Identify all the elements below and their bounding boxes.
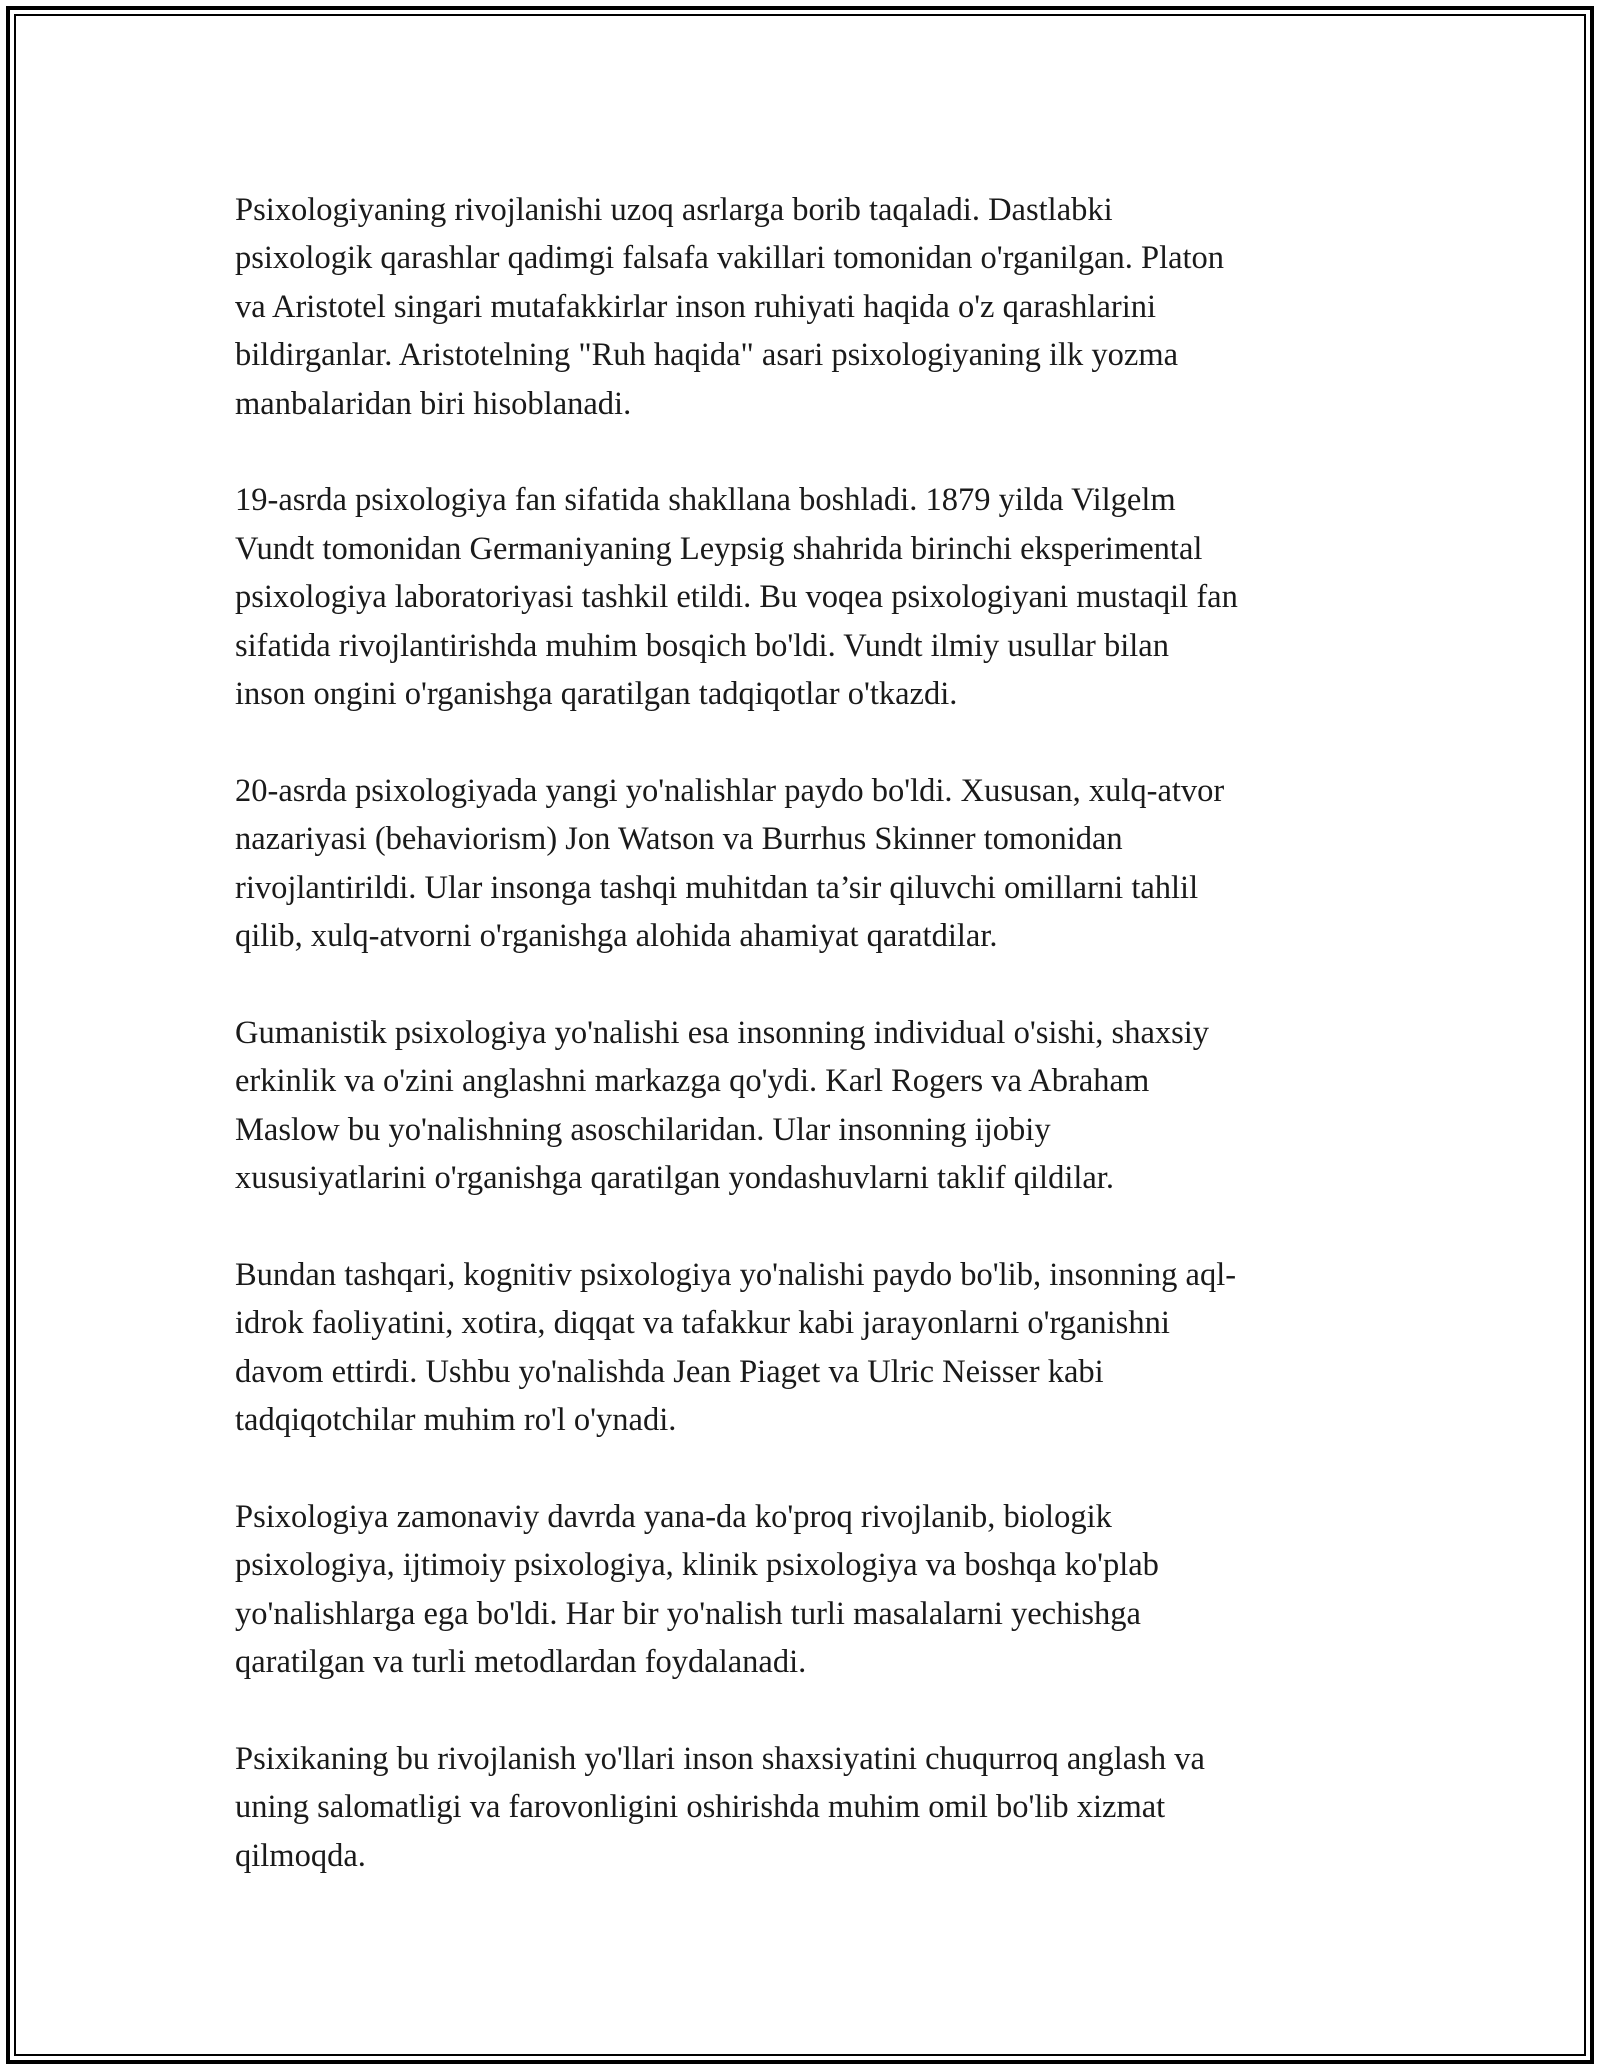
document-body — [235, 186, 1375, 1880]
paragraph-5: Bundan tashqari, kognitiv psixologiya yo'nalishi paydo bo'lib, insonning aql- idrok faoliyatini, xotira, diqqat va tafakkur kabi jarayonlarni o'rganishni davom ettirdi. Ushbu yo'nalishda Jean Piaget va Ulric Neisser kabi tadqiqotchilar muhim ro'l o'ynadi. — [235, 1256, 1237, 1439]
paragraph-1: Psixologiyaning rivojlanishi uzoq asrlarga borib taqaladi. Dastlabki psixologik qarashlar qadimgi falsafa vakillari tomonidan o'rganilgan. Platon va Aristotel singari mutafakkirlar inson ruhiyati haqida o'z qarashlarini bildirganlar. Aristotelning "Ruh haqida" asari psixologiyaning ilk yozma manbalaridan biri hisoblanadi. — [235, 192, 1225, 422]
paragraph-7: Psixikaning bu rivojlanish yo'llari inson shaxsiyatini chuqurroq anglash va uning salomatligi va farovonligini oshirishda muhim omil bo'lib xizmat qilmoqda. — [235, 1740, 1205, 1874]
paragraph-2: 19-asrda psixologiya fan sifatida shakllana boshladi. 1879 yilda Vilgelm Vundt tomonidan Germaniyaning Leypsig shahrida birinchi eksperimental psixologiya laboratoriyasi tashkil etildi. Bu voqea psixologiyani mustaqil fan sifatida rivojlantirishda muhim bosqich bo'ldi. Vundt ilmiy usullar bilan inson ongini o'rganishga qaratilgan tadqiqotlar o'tkazdi. — [235, 482, 1238, 713]
paragraph-4: Gumanistik psixologiya yo'nalishi esa insonning individual o'sishi, shaxsiy erkinlik va o'zini anglashni markazga qo'ydi. Karl Rogers va Abraham Maslow bu yo'nalishning asoschilaridan. Ular insonning ijobiy xususiyatlarini o'rganishga qaratilgan yondashuvlarni taklif qildilar. — [235, 1014, 1210, 1197]
paragraph-6: Psixologiya zamonaviy davrda yana-da ko'proq rivojlanib, biologik psixologiya, ijtimoiy psixologiya, klinik psixologiya va boshqa ko'plab yo'nalishlarga ega bo'ldi. Har bir yo'nalish turli masalalarni yechishga qaratilgan va turli metodlardan foydalanadi. — [235, 1498, 1159, 1681]
paragraph-3: 20-asrda psixologiyada yangi yo'nalishlar paydo bo'ldi. Xususan, xulq-atvor nazariyasi (behaviorism) Jon Watson va Burrhus Skinner tomonidan rivojlantirildi. Ular insonga tashqi muhitdan ta’sir qiluvchi omillarni tahlil qilib, xulq-atvorni o'rganishga alohida ahamiyat qaratdilar. — [235, 772, 1225, 955]
